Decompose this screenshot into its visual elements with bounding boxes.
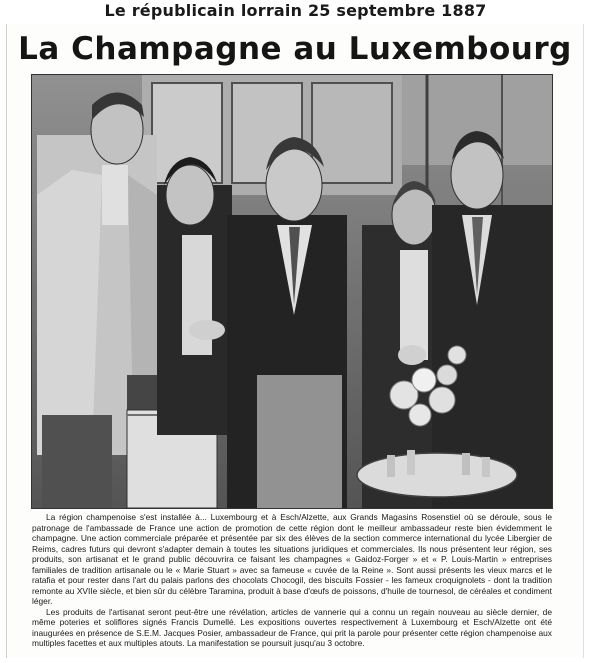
- headline: La Champagne au Luxembourg: [18, 31, 572, 67]
- newspaper-clipping: [6, 24, 584, 658]
- source-line: Le républicain lorrain 25 septembre 1887: [104, 1, 487, 20]
- article-paragraph: La région champenoise s'est installée à... Luxembourg et à Esch/Alzette, aux Grands Magasins Rosenstiel où se déroule, sous le patronage de l'ambassade de France une action de promotion de cette région dont le meilleur ambassadeur reste bien évidemment le champagne. Une action commerciale préparée et présentée par six des élèves de la section commerce international du lycée Libergier de Reims, cadres futurs qui devront s'adapter demain à toutes les situations juridiques et commerciales. Ils nous présentent leur région, ses produits, son artisanat et le grand public découvrira ce faisant les champagnes « Gaidoz-Forger » et « P. Louis-Martin » entreprises familiales de tradition artisanale ou le « Marie Stuart » avec sa fameuse « cuvée de la Reine ». Sont aussi présents les vieux marcs et le ratafia et pour rester dans l'art du palais parlons des chocolats Chocogil, des biscuits Fossier - les fameux croquignolets - dont la tradition remonte au XVIIe siècle, et bien sûr du célèbre Taramina, produit à base d'œufs de poissons, d'huile de tournesol, de céréales et condiment léger.: [32, 512, 552, 606]
- article-paragraph: Les produits de l'artisanat seront peut-être une révélation, articles de vannerie qui a connu un regain nouveau au siècle dernier, de même poteries et soliflores signés Francis Dumellé. Les expositions ouvertes respectivement à Luxembourg et Esch/Alzette ont été inaugurées en présence de S.E.M. Jacques Posier, ambassadeur de France, qui prit la parole pour présenter cette région champenoise aux multiples facettes et aux multiples atouts. La manifestation se poursuit jusqu'au 3 octobre.: [32, 606, 552, 648]
- press-photo-image: [31, 74, 553, 509]
- article-body: [32, 512, 552, 649]
